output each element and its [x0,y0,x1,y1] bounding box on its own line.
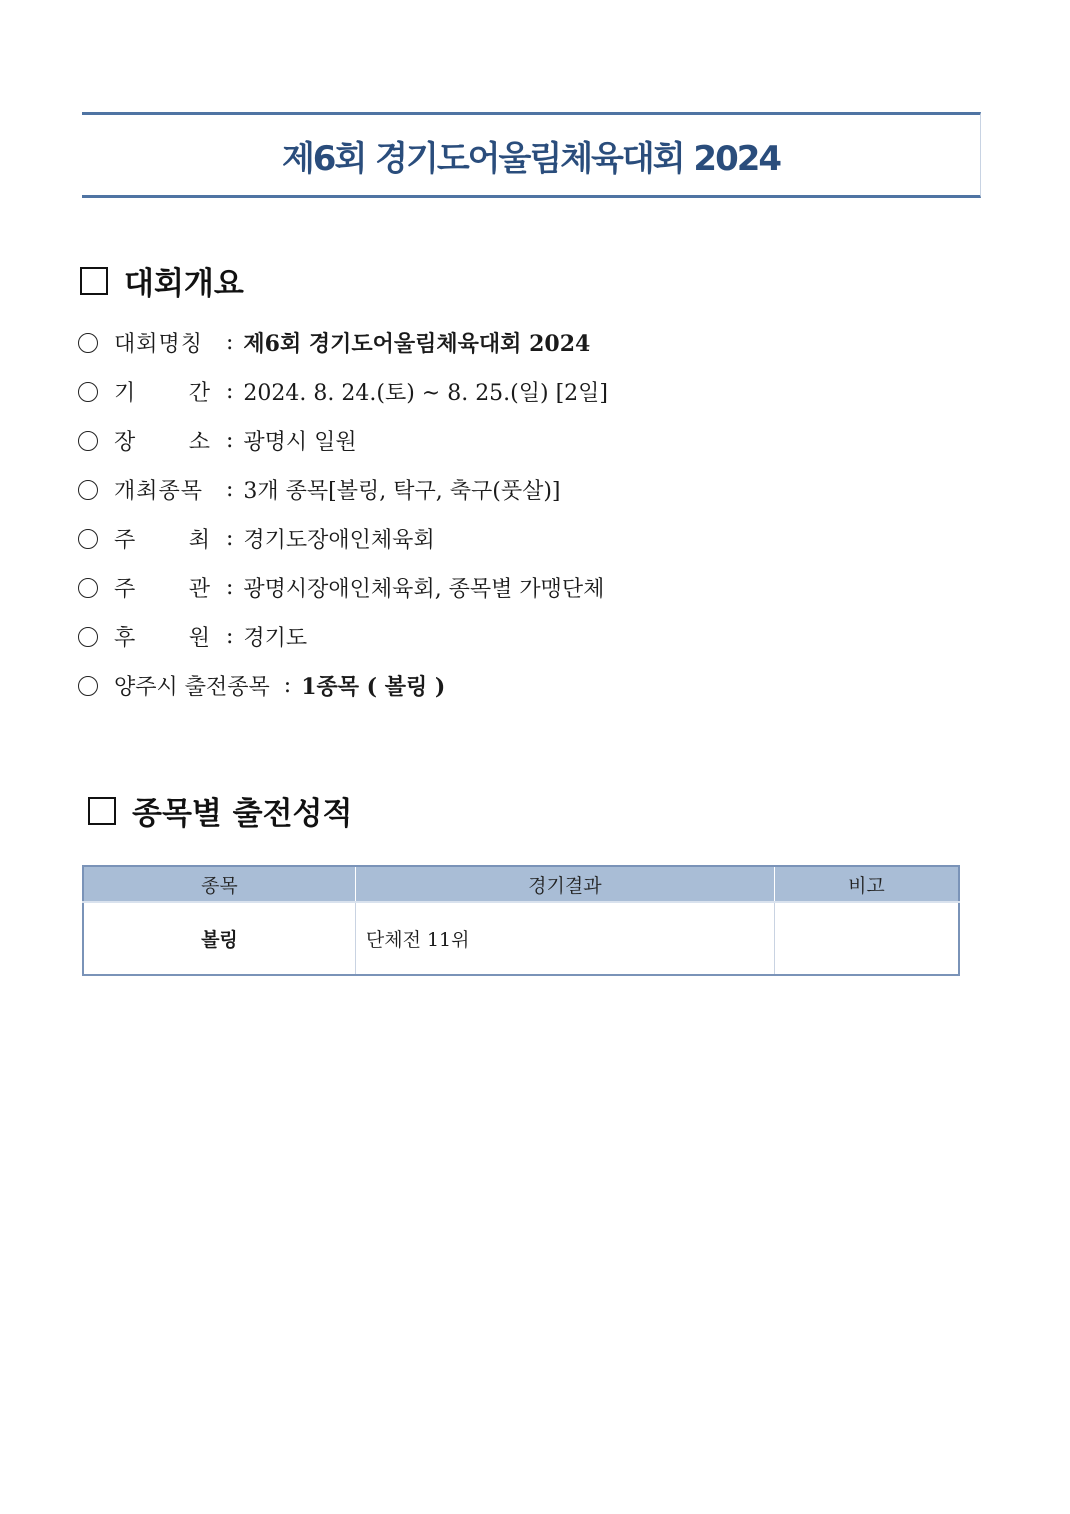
overview-list [78,318,608,710]
results-table [82,865,960,976]
list-item: 기 간 : 2024. 8. 24.(토) ~ 8. 25.(일) [2일] [78,367,608,416]
square-bullet-icon [80,267,108,295]
results-heading-text: 종목별 출전성적 [132,796,353,832]
item-label: 주 최 [114,528,210,553]
list-item: 대회명칭 : 제6회 경기도어울림체육대회 2024 [78,318,608,367]
item-label: 양주시 출전종목 [114,675,270,700]
title-box [82,112,981,198]
cell-result: 단체전 11위 [355,902,774,975]
column-header-event: 종목 [83,866,355,902]
list-item: 주 최 : 경기도장애인체육회 [78,514,608,563]
circle-bullet-icon [78,627,98,647]
list-item: 개최종목 : 3개 종목[볼링, 탁구, 축구(풋살)] [78,465,608,514]
item-value: 제6회 경기도어울림체육대회 2024 [243,331,591,357]
circle-bullet-icon [78,676,98,696]
cell-note [774,902,959,975]
item-value: 광명시 일원 [243,430,357,455]
item-label: 대회명칭 [114,332,204,357]
circle-bullet-icon [78,578,98,598]
item-label: 개최종목 [114,479,204,504]
item-value: 3개 종목[볼링, 탁구, 축구(풋살)] [243,479,561,504]
item-value: 경기도장애인체육회 [243,528,435,553]
circle-bullet-icon [78,431,98,451]
overview-heading-text: 대회개요 [124,266,244,302]
circle-bullet-icon [78,529,98,549]
item-value: 2024. 8. 24.(토) ~ 8. 25.(일) [2일] [243,381,609,406]
circle-bullet-icon [78,382,98,402]
table-header-row [83,866,959,902]
square-bullet-icon [88,797,116,825]
item-value: 광명시장애인체육회, 종목별 가맹단체 [243,577,605,602]
cell-event: 볼링 [83,902,355,975]
column-header-result: 경기결과 [355,866,774,902]
list-item: 장 소 : 광명시 일원 [78,416,608,465]
item-label: 주 관 [114,577,210,602]
circle-bullet-icon [78,480,98,500]
table-row [83,902,959,975]
item-label: 후 원 [114,626,210,651]
item-label: 기 간 [114,381,210,406]
overview-heading [80,258,244,303]
list-item: 후 원 : 경기도 [78,612,608,661]
list-item: 주 관 : 광명시장애인체육회, 종목별 가맹단체 [78,563,608,612]
column-header-note: 비고 [774,866,959,902]
results-heading [88,788,352,833]
item-value: 경기도 [243,626,308,651]
circle-bullet-icon [78,333,98,353]
item-label: 장 소 [114,430,210,455]
item-value: 1종목 ( 볼링 ) [301,674,446,700]
list-item: 양주시 출전종목 : 1종목 ( 볼링 ) [78,661,608,710]
document-title: 제6회 경기도어울림체육대회 2024 [281,138,781,179]
